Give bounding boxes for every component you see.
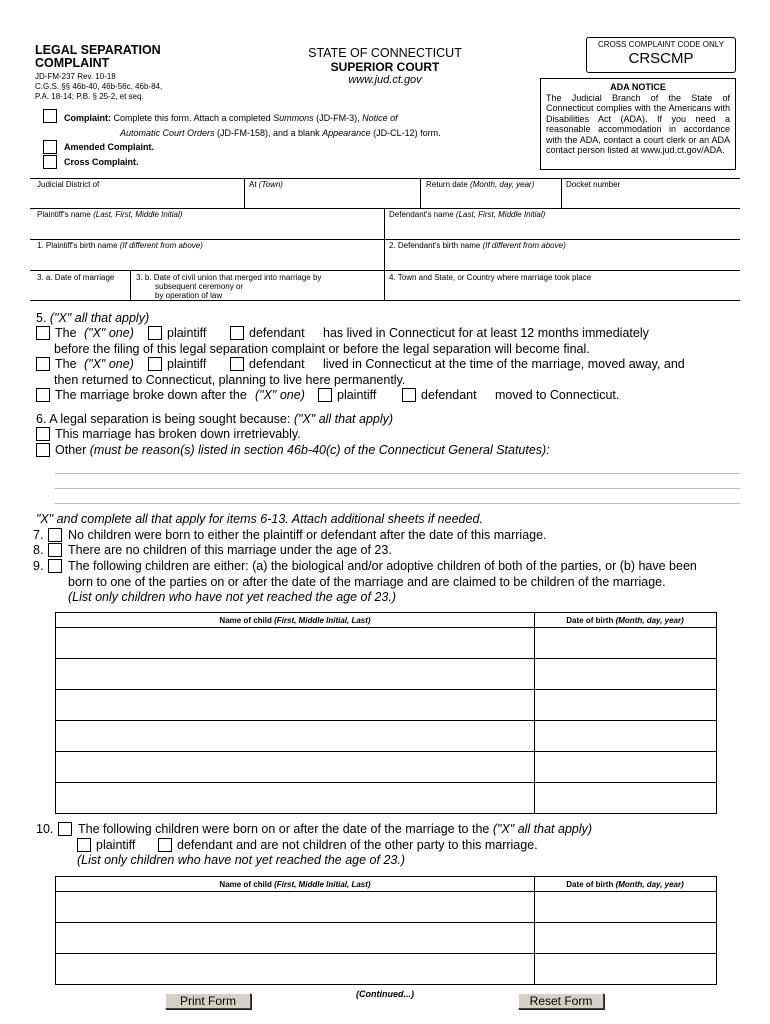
item6-irretrievable-checkbox[interactable] [36,427,50,441]
table-row[interactable] [56,923,716,954]
at-town-label: At (Town) [249,180,283,189]
plaintiff-birth-name-label: 1. Plaintiff's birth name (If different from above) [37,241,203,250]
item5b-defendant-label: defendant [249,357,305,371]
item7-text: No children were born to either the plaintiff or defendant after the date of this marriage. [68,528,547,542]
item5c-defendant-label: defendant [421,388,477,402]
continued-label: (Continued...) [356,989,414,999]
item5a-defendant-checkbox[interactable] [230,326,244,340]
marriage-place-label: 4. Town and State, or Country where marriage took place [389,273,592,282]
item5a-defendant-label: defendant [249,326,305,340]
item10-plaintiff-label: plaintiff [96,838,136,852]
item5c-end: moved to Connecticut. [495,388,620,402]
amended-complaint-checkbox[interactable] [43,140,57,154]
defendant-name-label: Defendant's name (Last, First, Middle Initial) [389,210,546,219]
table-row[interactable] [56,659,716,690]
item5a-text2: before the filing of this legal separation complaint or before the legal separation will become final. [54,342,590,356]
item10-num: 10. [36,822,54,836]
item5a-text1: has lived in Connecticut for at least 12 months immediately [323,326,649,340]
table1-col1-header: Name of child (First, Middle Initial, Last) [219,616,371,625]
court-header: STATE OF CONNECTICUT SUPERIOR COURT www.jud.ct.gov [308,46,462,86]
date-of-marriage-label: 3. a. Date of marriage [37,273,115,282]
table2-col1-header: Name of child (First, Middle Initial, Last) [219,880,371,889]
at-town-field[interactable] [245,190,419,207]
table-row[interactable] [56,954,716,984]
date-of-marriage-field[interactable] [31,284,129,299]
item10-checkbox[interactable] [58,822,72,836]
item9-num: 9. [33,559,44,573]
table2-col2-header: Date of birth (Month, day, year) [566,880,684,889]
item5b-defendant-checkbox[interactable] [230,357,244,371]
item6-heading: 6. A legal separation is being sought because: ("X" all that apply) [36,412,394,426]
item5b-xone: ("X" one) [84,357,134,371]
table-row[interactable] [56,892,716,923]
cross-complaint-code-box: CROSS COMPLAINT CODE ONLY CRSCMP [586,37,736,73]
plaintiff-name-label: Plaintiff's name (Last, First, Middle Initial) [37,210,183,219]
judicial-district-label: Judicial District of [37,180,100,189]
item5a-checkbox[interactable] [36,326,50,340]
cross-complaint-checkbox[interactable] [43,155,57,169]
item10-text1: The following children were born on or after the date of the marriage to the ("X" all that apply) [78,822,593,836]
instructions: "X" and complete all that apply for items 6-13. Attach additional sheets if needed. [36,512,483,526]
cross-complaint-label: Cross Complaint. [64,157,139,167]
docket-number-field[interactable] [562,190,739,207]
item6-irretrievable-label: This marriage has broken down irretrievably. [55,427,301,441]
item5a-the: The [55,326,77,340]
defendant-birth-name-label: 2. Defendant's birth name (If different from above) [389,241,566,250]
table-row[interactable] [56,628,716,659]
item6-other-checkbox[interactable] [36,443,50,457]
item10-plaintiff-checkbox[interactable] [77,838,91,852]
form-id: JD-FM-237 Rev. 10-18 C.G.S. §§ 46b-40, 46b-56c, 46b-84, P.A. 18-14; P.B. § 25-2, et seq. [35,72,163,101]
print-form-button[interactable]: Print Form [165,993,251,1009]
judicial-district-field[interactable] [31,190,243,207]
amended-complaint-label: Amended Complaint. [64,142,155,152]
item7-checkbox[interactable] [48,528,62,542]
item5a-plaintiff-checkbox[interactable] [148,326,162,340]
item5b-plaintiff-checkbox[interactable] [148,357,162,371]
form-title: LEGAL SEPARATION COMPLAINT [35,43,161,70]
return-date-label: Return date (Month, day, year) [426,180,535,189]
plaintiff-birth-name-field[interactable] [31,251,383,269]
item10-defendant-checkbox[interactable] [158,838,172,852]
item5c-checkbox[interactable] [36,388,50,402]
item5-heading: 5. ("X" all that apply) [36,311,150,325]
table-row[interactable] [56,752,716,783]
return-date-field[interactable] [421,190,560,207]
item5b-checkbox[interactable] [36,357,50,371]
defendant-birth-name-field[interactable] [385,251,739,269]
docket-number-label: Docket number [566,180,621,189]
item8-text: There are no children of this marriage under the age of 23. [68,543,392,557]
ada-notice: ADA NOTICE The Judicial Branch of the State of Connecticut complies with the Americans with Disabilities Act (ADA). If you need a reasonable accommodation in accordance with the ADA, contact a court clerk or an ADA contact person listed at www.jud.ct.gov/ADA. [540,78,736,170]
item5b-plaintiff-label: plaintiff [167,357,207,371]
other-reason-line-2[interactable] [55,488,740,489]
item5c-plaintiff-checkbox[interactable] [318,388,332,402]
marriage-place-field[interactable] [385,284,739,299]
item5a-plaintiff-label: plaintiff [167,326,207,340]
item10-text3: (List only children who have not yet reached the age of 23.) [77,853,405,867]
complaint-checkbox[interactable] [43,109,57,123]
item5c-text: The marriage broke down after the [55,388,247,402]
table-row[interactable] [56,783,716,813]
cross-complaint-code: CRSCMP [628,50,694,67]
item6-other-label: Other (must be reason(s) listed in section 46b-40(c) of the Connecticut General Statutes): [55,443,550,457]
complaint-option: Complaint: Complete this form. Attach a completed Summons (JD-FM-3), Notice of Automatic Court Orders (JD-FM-158), and a blank Appearance (JD-CL-12) form. [64,113,441,138]
item9-checkbox[interactable] [48,559,62,573]
civil-union-label: 3. b. Date of civil union that merged into marriage by subsequent ceremony or by operation of law [136,273,322,300]
item5a-xone: ("X" one) [84,326,134,340]
other-reason-line-1[interactable] [55,473,740,474]
item5c-plaintiff-label: plaintiff [337,388,377,402]
item10-defendant-label: defendant and are not children of the other party to this marriage. [177,838,538,852]
item9-text2: born to one of the parties on or after the date of the marriage and are claimed to be children of the marriage. [68,575,666,589]
item5b-text2: then returned to Connecticut, planning to live here permanently. [54,373,406,387]
plaintiff-name-field[interactable] [31,220,383,238]
table1-col2-header: Date of birth (Month, day, year) [566,616,684,625]
item5b-the: The [55,357,77,371]
other-reason-line-3[interactable] [55,503,740,504]
children-table-2 [55,876,717,985]
item9-text3: (List only children who have not yet reached the age of 23.) [68,590,396,604]
item5c-xone: ("X" one) [255,388,305,402]
item8-checkbox[interactable] [48,543,62,557]
item5c-defendant-checkbox[interactable] [402,388,416,402]
table-row[interactable] [56,721,716,752]
reset-form-button[interactable]: Reset Form [518,993,604,1009]
item7-num: 7. [33,528,44,542]
item9-text1: The following children are either: (a) the biological and/or adoptive children of both of the parties, or (b) have been [68,559,697,573]
children-table-1 [55,612,717,814]
item8-num: 8. [33,543,44,557]
defendant-name-field[interactable] [385,220,739,238]
item5b-text1: lived in Connecticut at the time of the marriage, moved away, and [323,357,685,371]
table-row[interactable] [56,690,716,721]
